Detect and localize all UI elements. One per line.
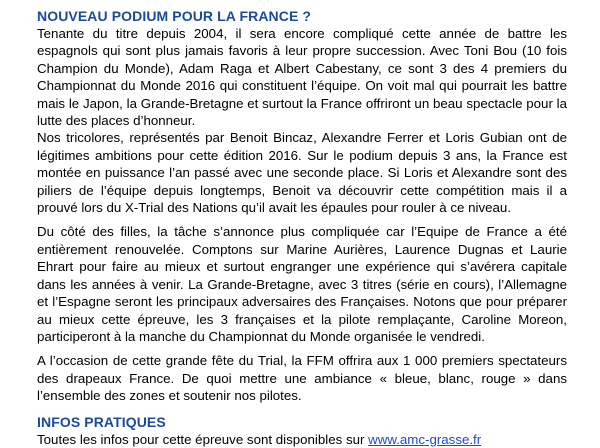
- paragraph-filles: Du côté des filles, la tâche s’annonce plus compliquée car l’Equipe de France a été entièrement renouvelée. Comptons sur Marine Aurières, Laurence Dugnas et Laurie Ehrart pour faire au mieux et surtout engranger une expérience qui s’avérera capitale dans les années à venir. La Grande-Bretagne, avec 3 titres (série en cours), l’Allemagne et l’Espagne seront les principaux adversaires des Françaises. Notons que pour préparer au mieux cette épreuve, les 3 françaises et la pilote remplaçante, Caroline Moreon, participeront à la manche du Championnat du Monde organisée le vendredi.: [37, 224, 567, 344]
- section-heading-infos: INFOS PRATIQUES: [37, 413, 166, 430]
- infos-text: Toutes les infos pour cette épreuve sont disponibles sur: [37, 431, 369, 447]
- paragraph-spacer: [37, 345, 567, 352]
- section-spacer: [37, 405, 567, 413]
- section-heading-podium: NOUVEAU PODIUM POUR LA FRANCE ?: [37, 8, 312, 24]
- infos-line: [37, 431, 567, 448]
- document-page: [37, 7, 567, 448]
- website-link[interactable]: www.amc-grasse.fr: [368, 431, 482, 447]
- paragraph-intro: Tenante du titre depuis 2004, il sera encore compliqué cette année de battre les espagnols qui sont plus jamais favoris à leur propre succession. Avec Toni Bou (10 fois Champion du Monde), Adam Raga et Albert Cabestany, ce sont 3 des 4 premiers du Championnat du Monde 2016 qui constituent l’équipe. On voit mal qui pourrait les battre mais le Japon, la Grande-Bretagne et surtout la France offriront un beau spectacle pour la lutte des places d’honneur.: [37, 26, 567, 129]
- paragraph-tricolores: Nos tricolores, représentés par Benoit Bincaz, Alexandre Ferrer et Loris Gubian ont de légitimes ambitions pour cette édition 2016. Sur le podium depuis 3 ans, la France est montée en puissance l’an passé avec une seconde place. Si Loris et Alexandre sont des piliers de l’équipe depuis longtemps, Benoit va découvrir cette compétition mais il a prouvé lors du X-Trial des Nations qu’il avait les épaules pour rouler à ce niveau.: [37, 130, 567, 216]
- paragraph-spacer: [37, 216, 567, 223]
- paragraph-ffm: A l’occasion de cette grande fête du Trial, la FFM offrira aux 1 000 premiers spectateurs des drapeaux France. De quoi mettre une ambiance « bleue, blanc, rouge » dans l’ensemble des zones et soutenir nos pilotes.: [37, 353, 567, 404]
